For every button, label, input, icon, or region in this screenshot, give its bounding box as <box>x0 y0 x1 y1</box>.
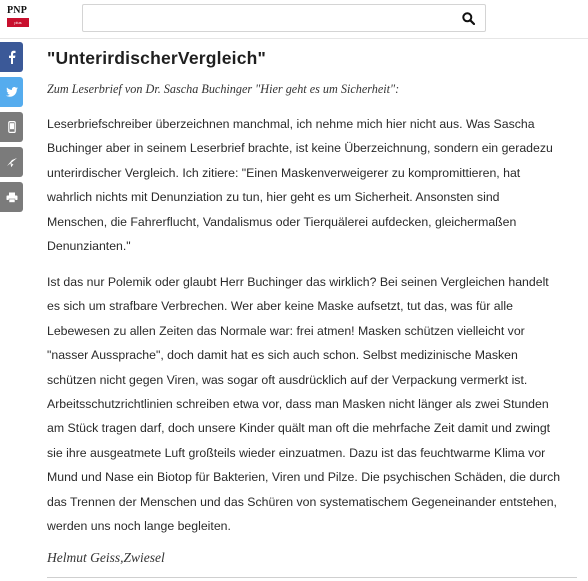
article-paragraph: Leserbriefschreiber überzeichnen manchmal, ich nehme mich hier nicht aus. Was Sascha Buchinger aber in seinem Leserbrief brachte, ist keine Überzeichnung, sondern ein geradezu unterirdischer Vergleich. Ich zitiere: "Einen Maskenverweigerer zu kompromittieren, hat wahrlich nichts mit Denunziation zu tun, hier geht es um Sicherheit. Ansonsten sind Menschen, die Fahrerflucht, Vandalismus oder Tierquälerei aufdecken, gleichermaßen Denunzianten." <box>47 117 553 254</box>
share-email-button[interactable] <box>0 147 23 177</box>
article-paragraph: Ist das nur Polemik oder glaubt Herr Buchinger das wirklich? Bei seinen Vergleichen handelt es sich um strafbare Verbrechen. Wer aber keine Maske aufsetzt, tut das, was für alle Lebewesen zu allen Zeiten das Normale war: frei atmen! Masken schützen vielleicht vor "nasser Aussprache", doch damit hat es sich auch schon. Selbst medizinische Masken schützen nicht gegen Viren, was sogar oft ausdrücklich auf der Verpackung vermerkt ist. Arbeitsschutzrichtlinien schreiben etwa vor, dass man Masken nicht länger als zwei Stunden am Stück tragen darf, doch unsere Kinder quält man oft die mehrfache Zeit damit und zwingt sie ihre ausgeatmete Luft großteils wieder einzuatmen. Dazu ist das feuchtwarme Klima vor Mund und Nase ein Biotop für Bakterien, Viren und Pilze. Die psychischen Schäden, die durch das Trennen der Menschen und das Schüren von systematischem Gegeneinander entstehen, werden uns noch lange begleiten. <box>47 275 561 534</box>
whatsapp-icon <box>8 121 16 133</box>
share-whatsapp-button[interactable] <box>0 112 23 142</box>
divider <box>47 577 577 578</box>
share-print-button[interactable] <box>0 182 23 212</box>
logo-text: PNP <box>7 5 28 16</box>
search-input[interactable] <box>89 8 453 30</box>
pnp-logo[interactable] <box>7 6 31 28</box>
twitter-icon <box>6 87 18 97</box>
logo-sub: plus <box>14 19 22 25</box>
article-author: Helmut Geiss,Zwiesel <box>47 550 165 565</box>
print-icon <box>6 192 18 203</box>
share-twitter-button[interactable] <box>0 77 23 107</box>
facebook-icon <box>8 50 16 64</box>
mail-icon <box>6 157 18 167</box>
article-headline: "UnterirdischerVergleich" <box>47 48 267 68</box>
share-facebook-button[interactable] <box>0 42 23 72</box>
search-icon <box>462 12 475 25</box>
search-box <box>82 4 486 32</box>
search-button[interactable] <box>457 8 479 28</box>
top-bar <box>0 0 588 39</box>
logo-mark <box>7 18 29 27</box>
article-kicker: Zum Leserbrief von Dr. Sascha Buchinger "Hier geht es um Sicherheit": <box>47 82 400 96</box>
